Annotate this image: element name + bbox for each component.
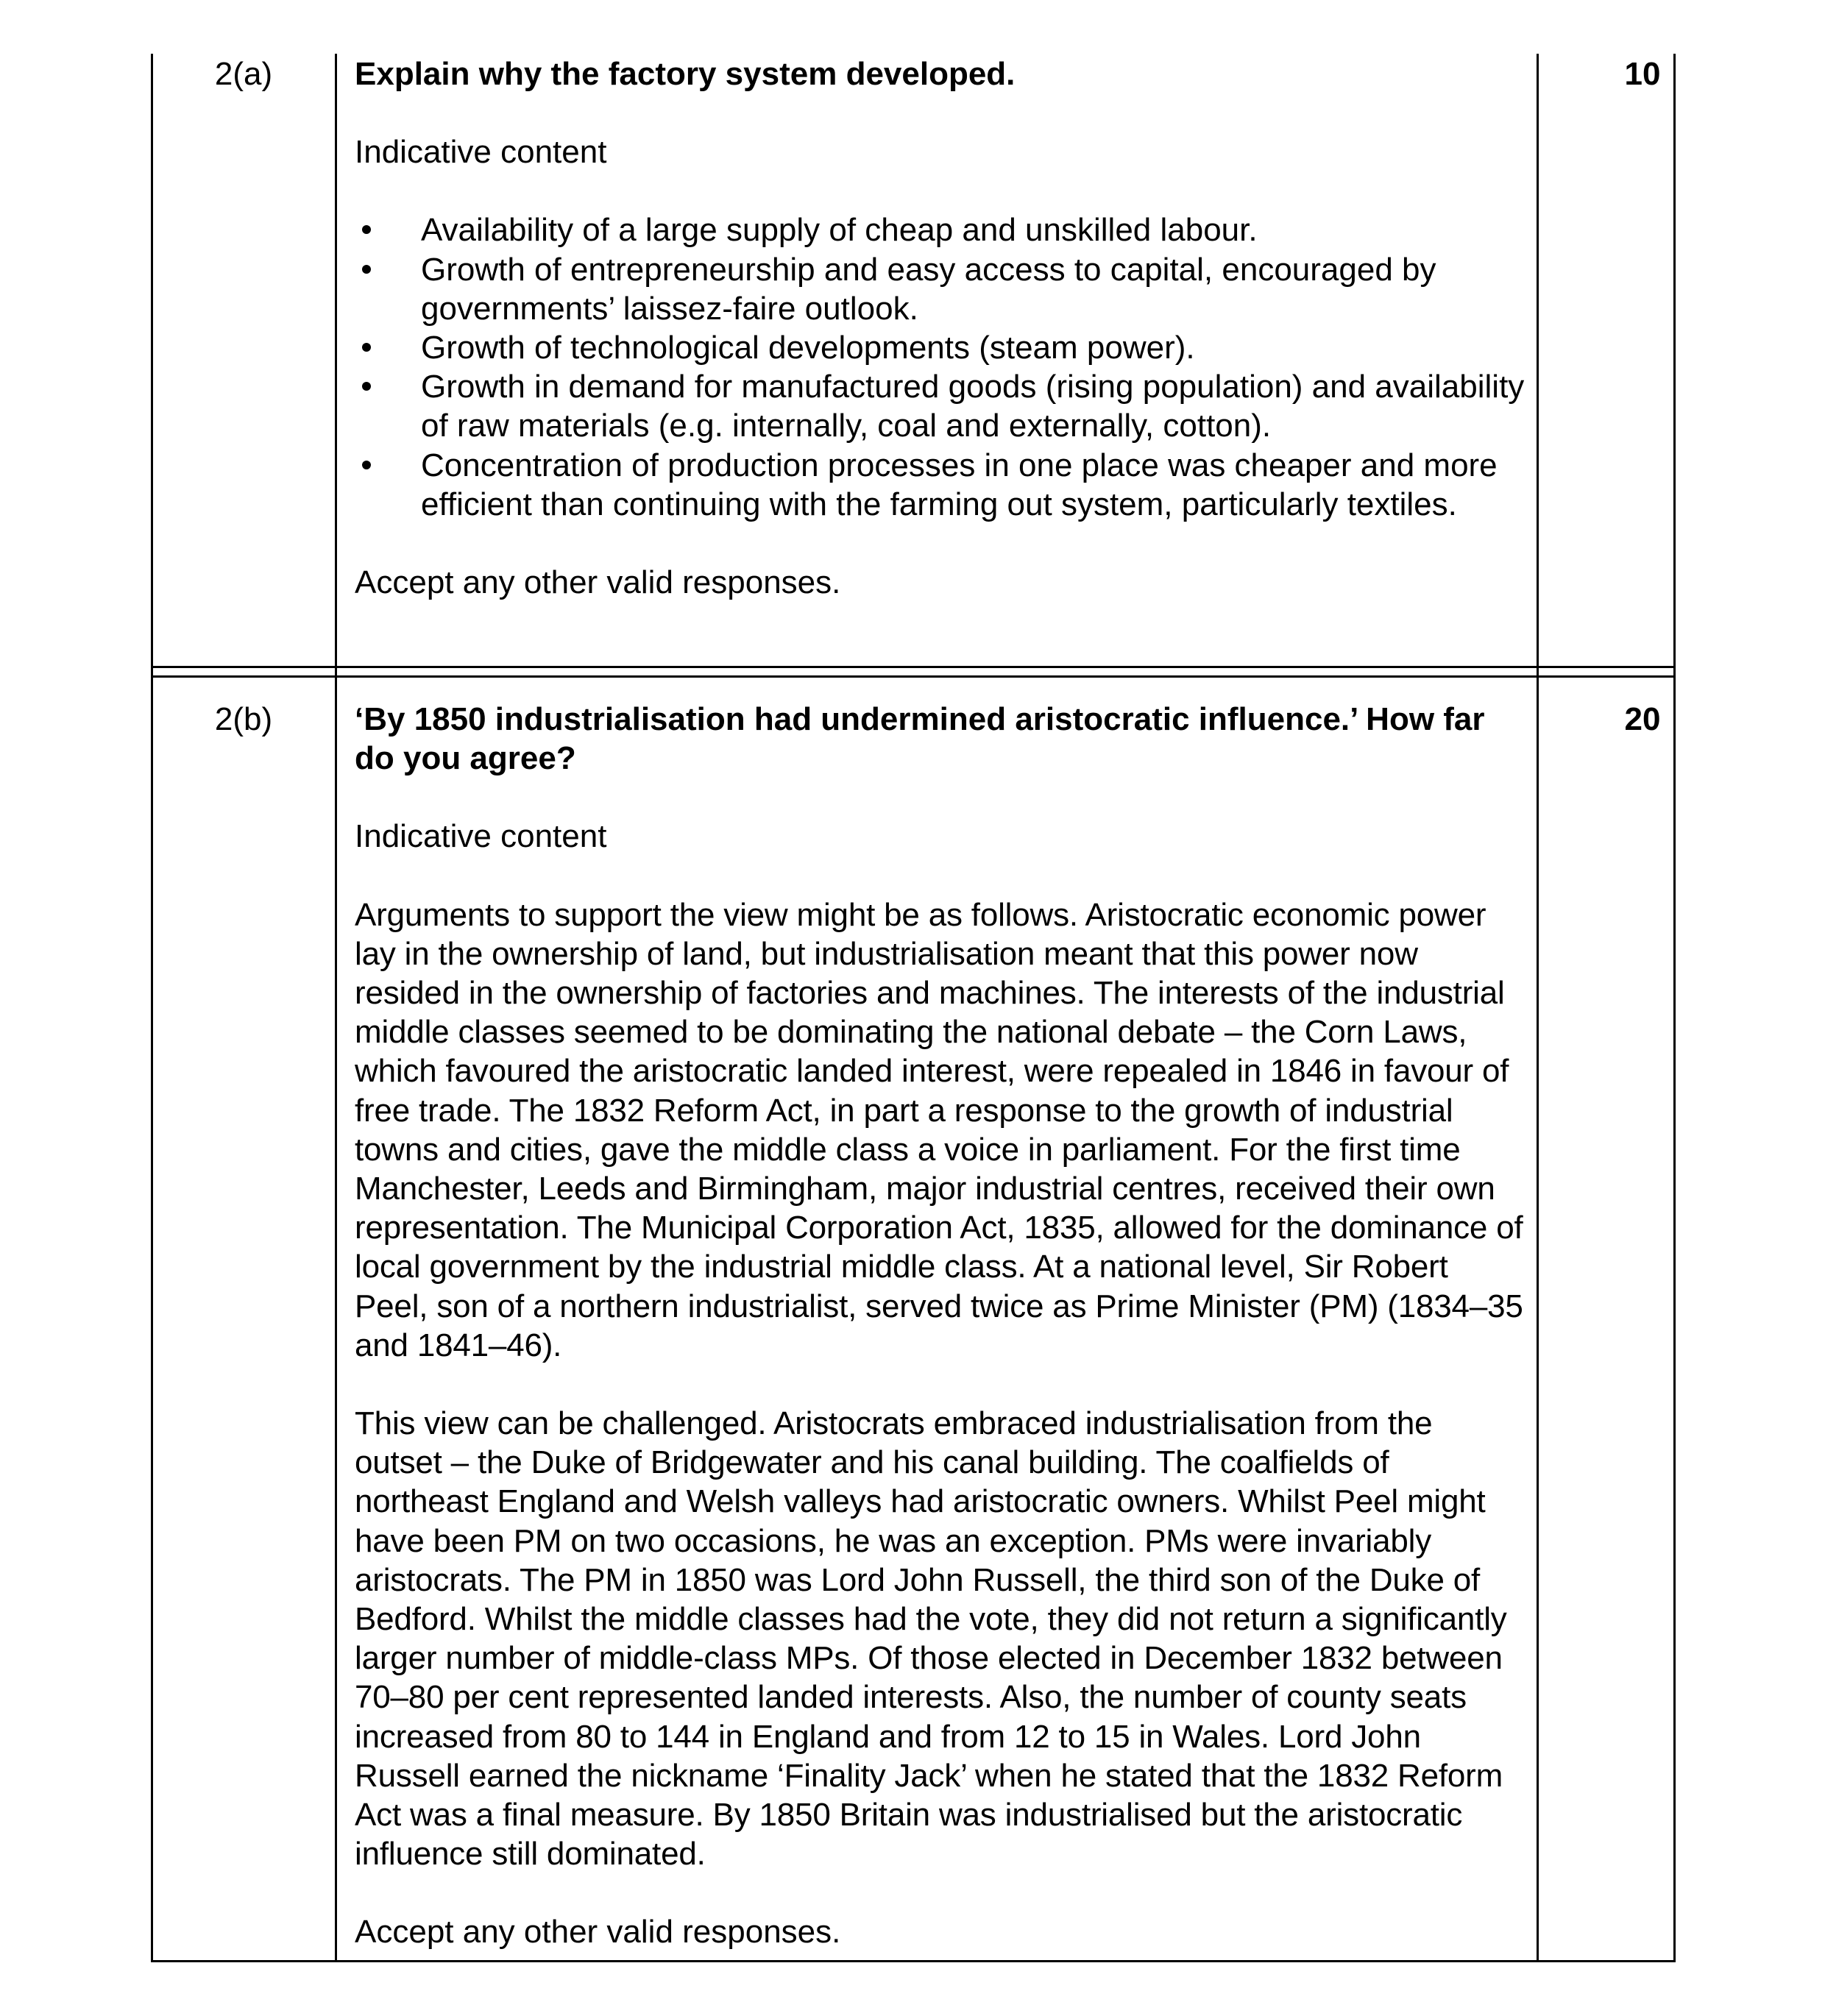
list-item: Availability of a large supply of cheap and unskilled labour. bbox=[355, 210, 1528, 249]
row-separator-top bbox=[151, 666, 1676, 668]
accept-note: Accept any other valid responses. bbox=[355, 1914, 841, 1951]
list-item: Growth in demand for manufactured goods (rising population) and availability of raw materials (e.g. internally, coal and externally, cotton). bbox=[355, 367, 1528, 445]
table-border-left bbox=[151, 54, 153, 1962]
argument-paragraph-support: Arguments to support the view might be as follows. Aristocratic economic power lay in the ownership of land, but industrialisation meant that this power now resided in the ownership of factories and machines. The interests of the industrial middle classes seemed to be dominating the national debate – the Corn Laws, which favoured the aristocratic landed interest, were repealed in 1846 in favour of free trade. The 1832 Reform Act, in part a response to the growth of industrial towns and cities, gave the middle class a voice in parliament. For the first time Manchester, Leeds and Birmingham, major industrial centres, received their own representation. The Municipal Corporation Act, 1835, allowed for the dominance of local government by the industrial middle class. At a national level, Sir Robert Peel, son of a northern industrialist, served twice as Prime Minister (PM) (1834–35 and 1841–46). bbox=[355, 896, 1523, 1363]
question-text: Explain why the factory system developed. bbox=[355, 56, 1016, 92]
question-marks: 10 bbox=[1624, 56, 1661, 92]
question-marks: 20 bbox=[1624, 701, 1661, 737]
table-border-question-col bbox=[335, 54, 337, 1962]
list-item: Concentration of production processes in one place was cheaper and more efficient than continuing with the farming out system, particularly textiles. bbox=[355, 446, 1528, 524]
indicative-heading: Indicative content bbox=[355, 134, 607, 171]
indicative-bullet-list bbox=[355, 210, 1528, 524]
argument-paragraph-challenge: This view can be challenged. Aristocrats embraced industrialisation from the outset – the Duke of Bridgewater and his canal building. The coalfields of northeast England and Welsh valleys had aristocratic owners. Whilst Peel might have been PM on two occasions, he was an exception. PMs were invariably aristocrats. The PM in 1850 was Lord John Russell, the third son of the Duke of Bedford. Whilst the middle classes had the vote, they did not return a significantly larger number of middle-class MPs. Of those elected in December 1832 between 70–80 per cent represented landed interests. Also, the number of county seats increased from 80 to 144 in England and from 12 to 15 in Wales. Lord John Russell earned the nickname ‘Finality Jack’ when he stated that the 1832 Reform Act was a final measure. By 1850 Britain was industrialised but the aristocratic influence still dominated. bbox=[355, 1405, 1507, 1873]
question-number: 2(a) bbox=[214, 56, 273, 92]
table-border-content-col bbox=[1537, 54, 1539, 1962]
question-text: ‘By 1850 industrialisation had undermined aristocratic influence.’ How far do you agree? bbox=[355, 701, 1485, 777]
list-item: Growth of entrepreneurship and easy access to capital, encouraged by governments’ laissez-faire outlook. bbox=[355, 250, 1528, 328]
list-item: Growth of technological developments (steam power). bbox=[355, 328, 1528, 367]
row-separator-bottom bbox=[151, 675, 1676, 678]
accept-note: Accept any other valid responses. bbox=[355, 564, 841, 601]
table-border-bottom bbox=[151, 1960, 1676, 1962]
answer-content-2b bbox=[355, 700, 1528, 1952]
table-border-right bbox=[1673, 54, 1676, 1962]
answer-content-2a bbox=[355, 54, 1528, 602]
question-number: 2(b) bbox=[214, 701, 273, 737]
indicative-heading: Indicative content bbox=[355, 818, 607, 855]
